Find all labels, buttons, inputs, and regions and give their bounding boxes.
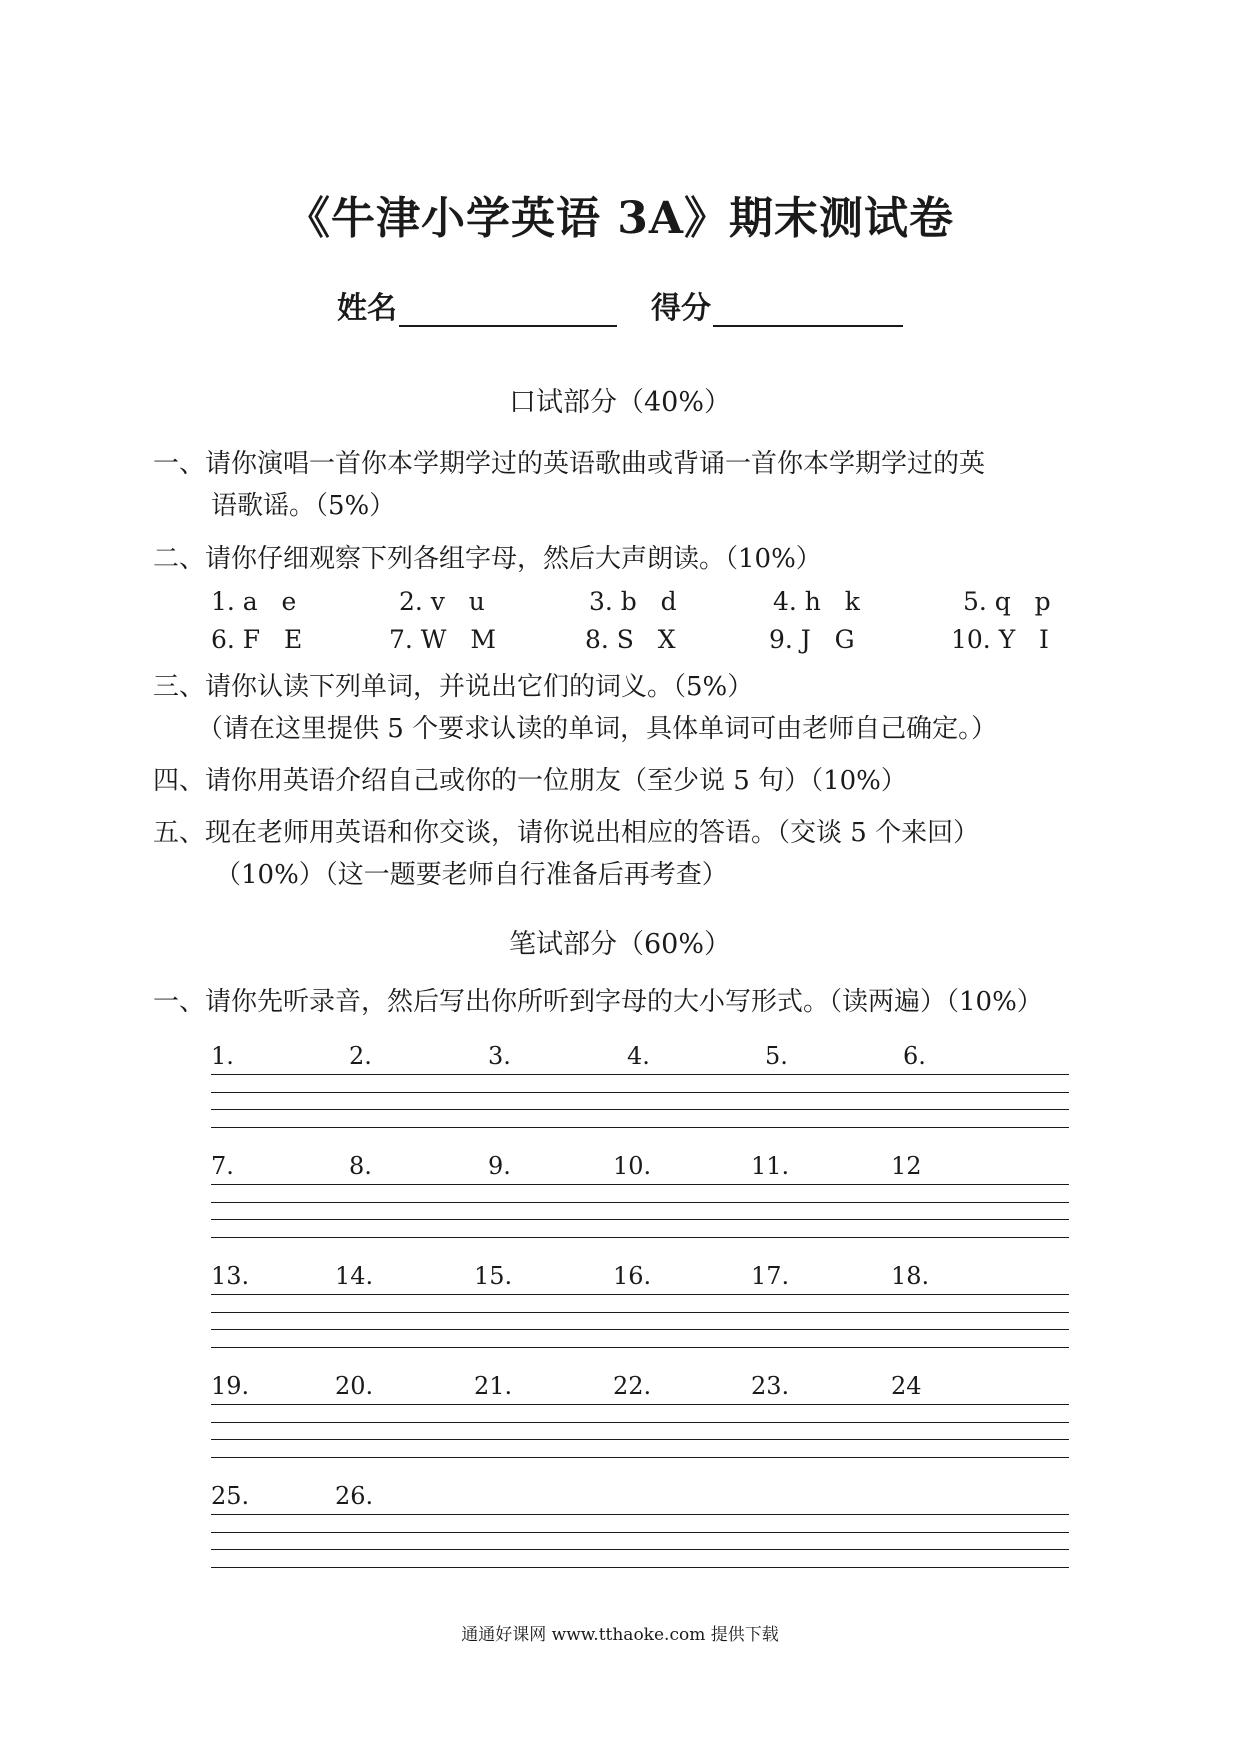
- letter-pair: 1. a e: [211, 587, 297, 616]
- answer-number: 12: [891, 1152, 922, 1180]
- answer-number: 4.: [627, 1042, 650, 1070]
- letter-pair: 10. Y I: [951, 625, 1049, 654]
- writing-line[interactable]: [211, 1219, 1069, 1220]
- name-score-bar: [337, 283, 903, 327]
- writing-line[interactable]: [211, 1109, 1069, 1110]
- writing-line[interactable]: [211, 1237, 1069, 1238]
- writing-line[interactable]: [211, 1329, 1069, 1330]
- answer-number: 11.: [751, 1152, 790, 1180]
- page-title: 《牛津小学英语 3A》期末测试卷: [285, 193, 955, 244]
- oral-question-3: [153, 666, 1093, 750]
- writing-line[interactable]: [211, 1312, 1069, 1313]
- answer-number: 22.: [613, 1372, 652, 1400]
- answer-number: 3.: [488, 1042, 511, 1070]
- letter-pair: 9. J G: [769, 625, 855, 654]
- answer-number: 23.: [751, 1372, 790, 1400]
- writing-line[interactable]: [211, 1294, 1069, 1295]
- oral-q3-line1: 三、请你认读下列单词，并说出它们的词义。（5%）: [153, 672, 754, 702]
- letter-pair: 5. q p: [963, 587, 1051, 616]
- letter-pair: 6. F E: [211, 625, 303, 654]
- answer-number: 14.: [335, 1262, 374, 1290]
- oral-q5-line1: 五、现在老师用英语和你交谈，请你说出相应的答语。（交谈 5 个来回）: [153, 818, 980, 848]
- writing-line[interactable]: [211, 1074, 1069, 1075]
- answer-number: 16.: [613, 1262, 652, 1290]
- answer-number: 15.: [474, 1262, 513, 1290]
- answer-number: 21.: [474, 1372, 513, 1400]
- oral-question-5: [153, 812, 1093, 896]
- written-question-1: 一、请你先听录音，然后写出你所听到字母的大小写形式。（读两遍）（10%）: [153, 987, 1043, 1017]
- writing-row: [211, 1042, 1069, 1132]
- answer-number: 24: [891, 1372, 922, 1400]
- name-blank[interactable]: [399, 295, 617, 327]
- letter-pair: 3. b d: [589, 587, 677, 616]
- oral-q5-line2: （10%）（这一题要老师自行准备后再考查）: [215, 860, 728, 890]
- writing-line[interactable]: [211, 1202, 1069, 1203]
- answer-number: 20.: [335, 1372, 374, 1400]
- answer-number: 8.: [349, 1152, 372, 1180]
- answer-number: 19.: [211, 1372, 250, 1400]
- writing-line[interactable]: [211, 1549, 1069, 1550]
- score-label: 得分: [651, 291, 711, 326]
- letter-pair: 7. W M: [389, 625, 496, 654]
- answer-number: 7.: [211, 1152, 234, 1180]
- page-footer: 通通好课网 www.tthaoke.com 提供下载: [461, 1625, 779, 1645]
- writing-line[interactable]: [211, 1532, 1069, 1533]
- writing-row: [211, 1262, 1069, 1352]
- oral-section-heading: 口试部分（40%）: [508, 387, 731, 418]
- oral-q3-line2: （请在这里提供 5 个要求认读的单词，具体单词可由老师自己确定。）: [197, 714, 998, 744]
- writing-row: [211, 1482, 1069, 1572]
- writing-line[interactable]: [211, 1404, 1069, 1405]
- answer-number: 9.: [488, 1152, 511, 1180]
- letter-pair: 2. v u: [399, 587, 485, 616]
- writing-line[interactable]: [211, 1567, 1069, 1568]
- writing-line[interactable]: [211, 1439, 1069, 1440]
- writing-line[interactable]: [211, 1514, 1069, 1515]
- oral-question-2: 二、请你仔细观察下列各组字母，然后大声朗读。（10%）: [153, 544, 822, 574]
- answer-number: 2.: [349, 1042, 372, 1070]
- writing-line[interactable]: [211, 1347, 1069, 1348]
- score-blank[interactable]: [713, 295, 903, 327]
- oral-q1-line2: 语歌谣。（5%）: [211, 491, 396, 521]
- name-label: 姓名: [337, 291, 397, 326]
- answer-number: 5.: [765, 1042, 788, 1070]
- writing-line[interactable]: [211, 1422, 1069, 1423]
- answer-number: 6.: [903, 1042, 926, 1070]
- writing-line[interactable]: [211, 1457, 1069, 1458]
- answer-number: 10.: [613, 1152, 652, 1180]
- answer-number: 13.: [211, 1262, 250, 1290]
- writing-row: [211, 1372, 1069, 1462]
- written-section-heading: 笔试部分（60%）: [508, 929, 731, 960]
- answer-number: 17.: [751, 1262, 790, 1290]
- writing-row: [211, 1152, 1069, 1242]
- answer-number: 1.: [211, 1042, 234, 1070]
- answer-number: 26.: [335, 1482, 374, 1510]
- answer-number: 25.: [211, 1482, 250, 1510]
- oral-question-4: 四、请你用英语介绍自己或你的一位朋友（至少说 5 句）（10%）: [153, 766, 907, 796]
- oral-question-1: [153, 443, 1093, 527]
- oral-q1-line1: 一、请你演唱一首你本学期学过的英语歌曲或背诵一首你本学期学过的英: [153, 449, 986, 479]
- letter-pair: 8. S X: [585, 625, 676, 654]
- writing-line[interactable]: [211, 1127, 1069, 1128]
- writing-line[interactable]: [211, 1184, 1069, 1185]
- answer-number: 18.: [891, 1262, 930, 1290]
- letter-pair: 4. h k: [773, 587, 860, 616]
- writing-line[interactable]: [211, 1092, 1069, 1093]
